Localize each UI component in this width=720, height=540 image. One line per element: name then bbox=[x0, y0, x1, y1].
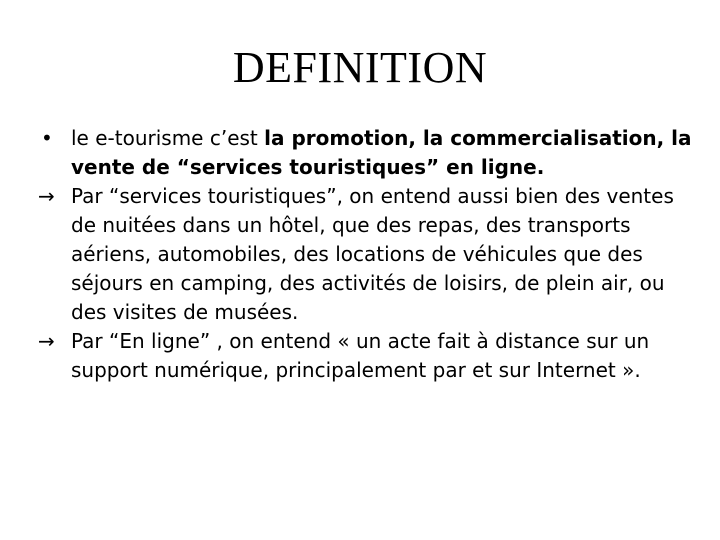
online-text: Par “En ligne” , on entend « un acte fait à distance sur un support numérique, principalement par et sur Internet ». bbox=[71, 329, 650, 382]
definition-bold-text: la promotion, la commercialisation, la vente de “services touristiques” en ligne. bbox=[71, 126, 692, 179]
services-text: Par “services touristiques”, on entend aussi bien des ventes de nuitées dans un hôtel, que des repas, des transports aériens, automobiles, des locations de véhicules que des séjours en camping, des activités de loisirs, de plein air, ou des visites de musées. bbox=[71, 184, 674, 324]
online-paragraph bbox=[38, 327, 698, 385]
bullet-icon: • bbox=[41, 126, 53, 150]
arrow-right-icon: → bbox=[38, 329, 55, 353]
slide-body bbox=[38, 124, 698, 385]
definition-paragraph bbox=[38, 124, 698, 182]
services-paragraph bbox=[38, 182, 698, 327]
arrow-right-icon: → bbox=[38, 184, 55, 208]
definition-lead-text: le e-tourisme c’est bbox=[71, 126, 265, 150]
slide-title: DEFINITION bbox=[232, 43, 488, 92]
